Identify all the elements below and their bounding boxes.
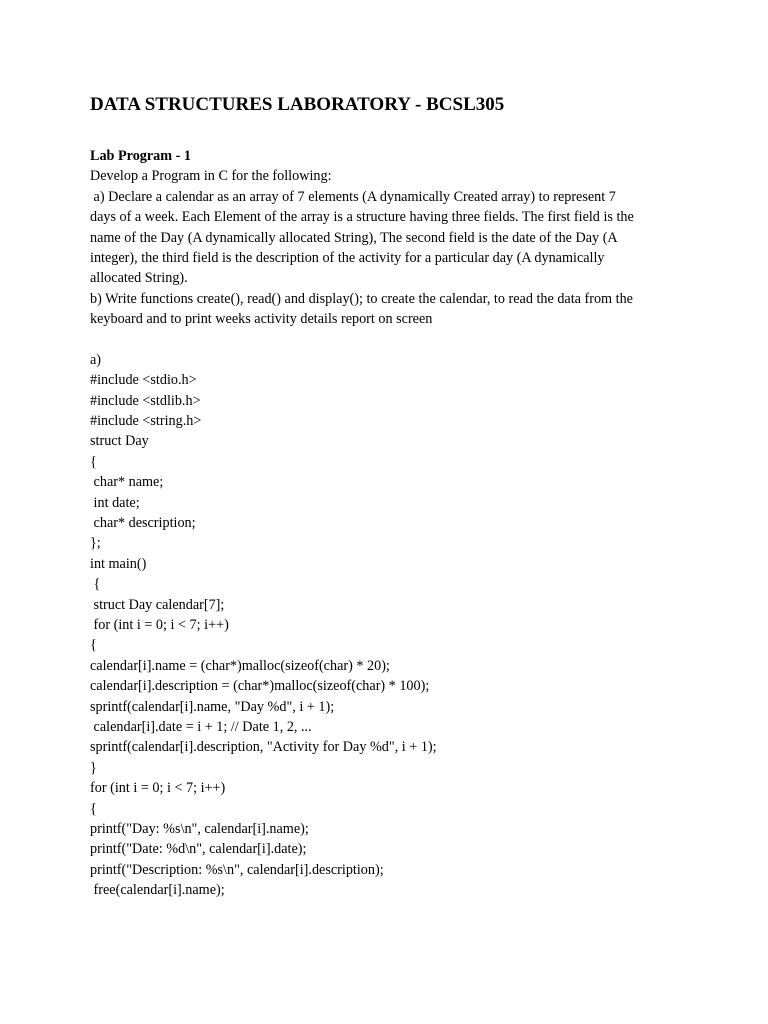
code-line: sprintf(calendar[i].description, "Activity for Day %d", i + 1);	[90, 739, 437, 756]
code-line: calendar[i].date = i + 1; // Date 1, 2, ...	[90, 718, 312, 735]
code-line: #include <stdlib.h>	[90, 392, 201, 409]
code-line: for (int i = 0; i < 7; i++)	[90, 780, 226, 797]
intro-line: days of a week. Each Element of the array is a structure having three fields. The first field is the	[90, 209, 634, 226]
program-heading: Lab Program - 1	[90, 148, 192, 164]
intro-line: a) Declare a calendar as an array of 7 elements (A dynamically Created array) to represent 7	[90, 188, 616, 205]
code-line: #include <string.h>	[90, 413, 202, 430]
code-line: }	[90, 759, 97, 776]
code-line: {	[90, 637, 97, 654]
code-line: int date;	[90, 494, 140, 511]
code-line: free(calendar[i].name);	[90, 882, 225, 899]
intro-line: name of the Day (A dynamically allocated String), The second field is the date of the Day (A	[90, 229, 618, 246]
code-line: calendar[i].name = (char*)malloc(sizeof(char) * 20);	[90, 657, 390, 674]
intro-line: keyboard and to print weeks activity details report on screen	[90, 311, 433, 328]
intro-line: Develop a Program in C for the following:	[90, 168, 332, 185]
code-line: for (int i = 0; i < 7; i++)	[90, 616, 229, 633]
document-title: DATA STRUCTURES LABORATORY - BCSL305	[90, 94, 505, 115]
code-line: {	[90, 453, 97, 470]
code-line: char* description;	[90, 515, 196, 532]
code-line: calendar[i].description = (char*)malloc(sizeof(char) * 100);	[90, 678, 430, 695]
document-body	[90, 146, 690, 900]
code-line: sprintf(calendar[i].name, "Day %d", i + 1);	[90, 698, 335, 715]
intro-line: integer), the third field is the description of the activity for a particular day (A dynamically	[90, 249, 605, 266]
code-line: a)	[90, 351, 102, 368]
intro-line: b) Write functions create(), read() and display(); to create the calendar, to read the data from the	[90, 290, 633, 307]
code-line: {	[90, 800, 97, 817]
code-line: #include <stdio.h>	[90, 372, 197, 389]
code-line: printf("Description: %s\n", calendar[i].description);	[90, 861, 384, 878]
code-line: printf("Day: %s\n", calendar[i].name);	[90, 820, 309, 837]
code-line: struct Day calendar[7];	[90, 596, 225, 613]
blank-line	[90, 330, 690, 350]
code-line: char* name;	[90, 474, 164, 491]
code-line: int main()	[90, 555, 147, 572]
intro-line: allocated String).	[90, 270, 188, 287]
code-line: {	[90, 576, 101, 593]
code-line: };	[90, 535, 101, 552]
code-line: struct Day	[90, 433, 149, 450]
code-line: printf("Date: %d\n", calendar[i].date);	[90, 841, 307, 858]
